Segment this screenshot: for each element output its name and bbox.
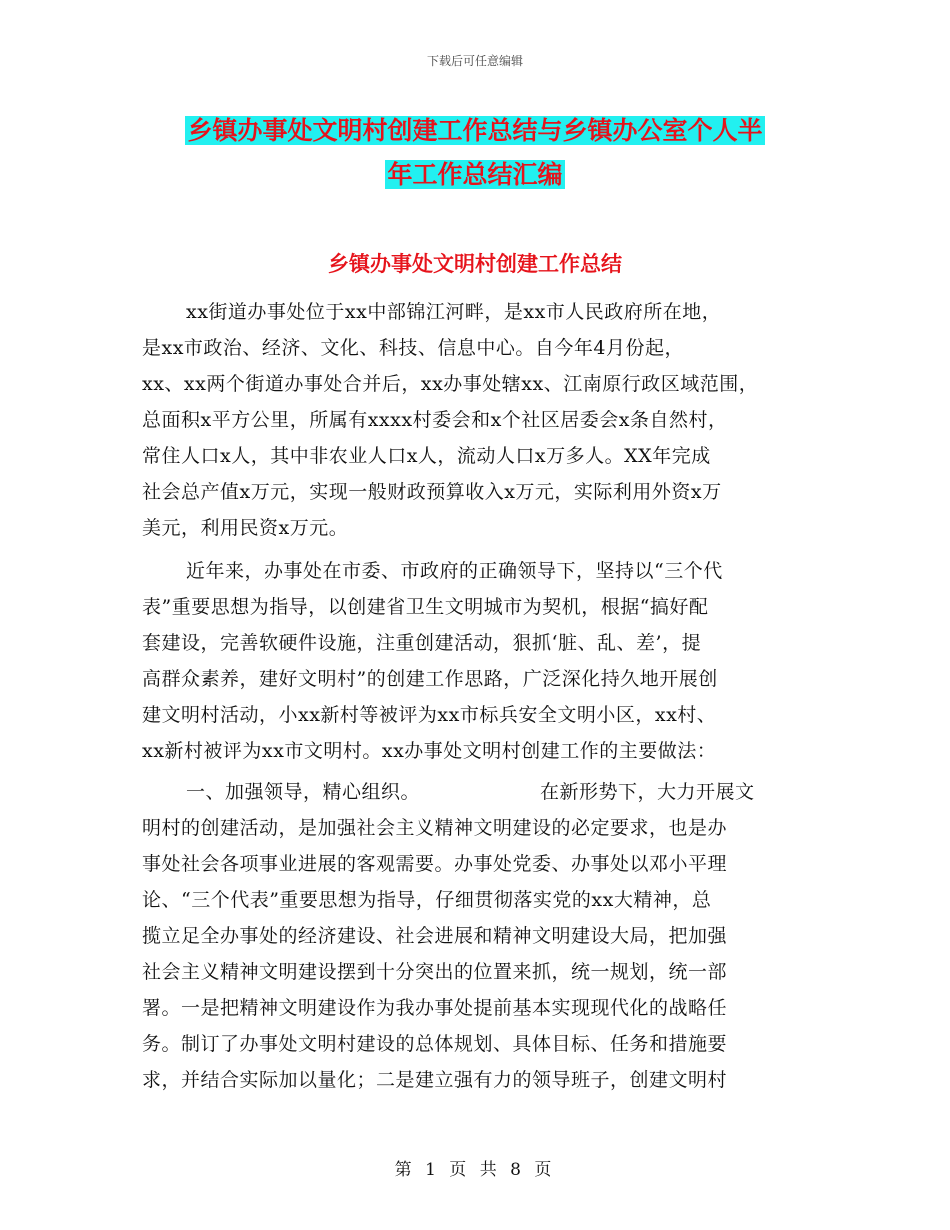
header-note: 下载后可任意编辑 [426,54,523,68]
body-line: 是xx市政治、经济、文化、科技、信息中心。自今年4月份起， [142,337,685,359]
body-line: 建文明村活动，小xx新村等被评为xx市标兵安全文明小区，xx村、 [142,704,717,726]
body-line: 社会总产值x万元，实现一般财政预算收入x万元，实际利用外资x万 [142,481,722,503]
body-line: 套建设，完善软硬件设施，注重创建活动，狠抓‘脏、乱、差’，提 [142,632,702,654]
body-line: 明村的创建活动，是加强社会主义精神文明建设的必定要求，也是办 [142,817,728,839]
subheading-line [186,778,812,806]
body-line: 揽立足全办事处的经济建设、社会进展和精神文明建设大局，把加强 [142,925,728,947]
body-line: 近年来，办事处在市委、市政府的正确领导下，坚持以“三个代 [186,560,723,582]
body-line: 高群众素养，建好文明村”的创建工作思路，广泛深化持久地开展创 [142,668,718,690]
body-line: 总面积x平方公里，所属有xxxx村委会和x个社区居委会x条自然村， [142,409,728,431]
subheading: 一、加强领导，精心组织。 [186,781,421,803]
body-line: xx新村被评为xx市文明村。xx办事处文明村创建工作的主要做法： [142,740,717,762]
body-line: 美元，利用民资x万元。 [142,517,349,539]
body-line: 表”重要思想为指导，以创建省卫生文明城市为契机，根据“搞好配 [142,596,709,618]
body-line: 常住人口x人，其中非农业人口x人，流动人口x万多人。XX年完成 [142,445,711,467]
body-line: 务。制订了办事处文明村建设的总体规划、具体目标、任务和措施要 [142,1033,728,1055]
body-line: 求，并结合实际加以量化；二是建立强有力的领导班子，创建文明村 [142,1069,728,1091]
body-line: xx街道办事处位于xx中部锦江河畔，是xx市人民政府所在地， [186,301,722,323]
document-title-line-2: 年工作总结汇编 [387,160,563,189]
body-line: 社会主义精神文明建设摆到十分突出的位置来抓，统一规划，统一部 [142,961,728,983]
body-line: 署。一是把精神文明建设作为我办事处提前基本实现现代化的战略任 [142,997,728,1019]
section-heading: 乡镇办事处文明村创建工作总结 [328,252,622,276]
body-line: 在新形势下，大力开展文 [540,781,755,803]
body-line: xx、xx两个街道办事处合并后，xx办事处辖xx、江南原行政区域范围， [142,373,759,395]
body-line: 事处社会各项事业进展的客观需要。办事处党委、办事处以邓小平理 [142,853,728,875]
page-footer: 第 1 页 共 8 页 [394,1160,556,1180]
document-title-line-1: 乡镇办事处文明村创建工作总结与乡镇办公室个人半 [187,116,763,145]
body-line: 论、“三个代表”重要思想为指导，仔细贯彻落实党的xx大精神，总 [142,889,712,911]
